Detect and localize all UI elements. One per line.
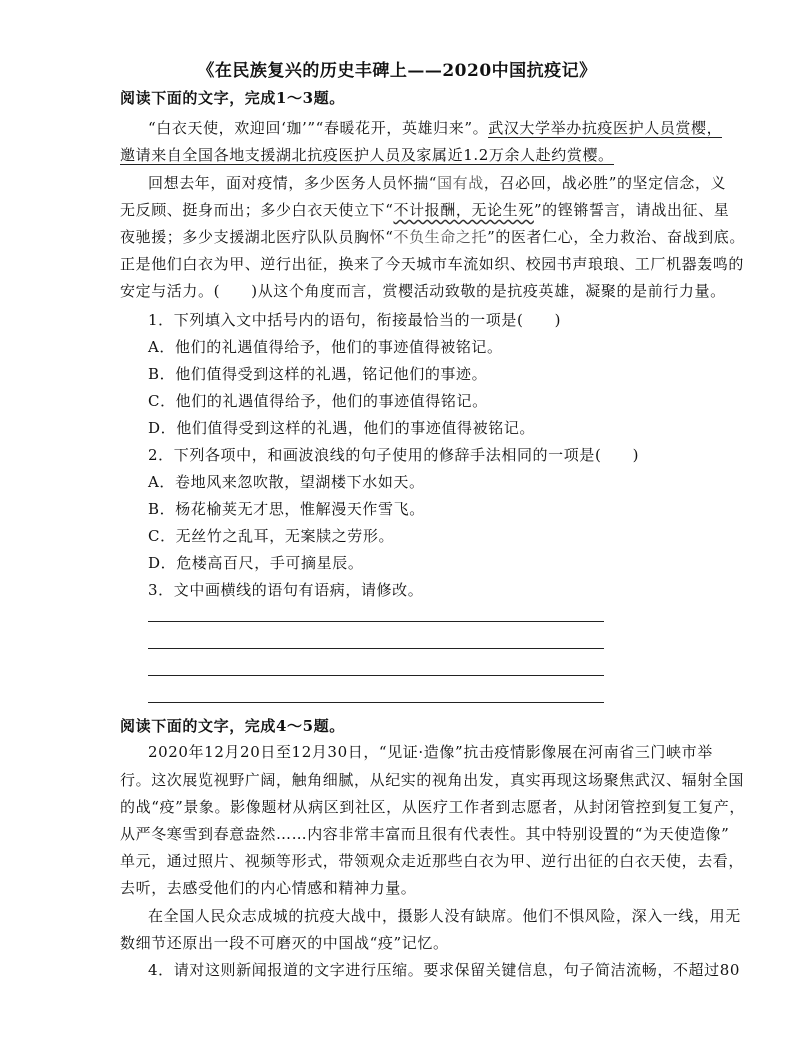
passage1-p2-line1 xyxy=(148,173,727,193)
q1-option-d: D．他们值得受到这样的礼遇，他们的事迹值得被铭记。 xyxy=(148,419,536,437)
q2-option-b: B．杨花榆荚无才思，惟解漫天作雪飞。 xyxy=(148,500,425,518)
answer-line[interactable] xyxy=(148,621,604,622)
passage1-line2 xyxy=(120,145,690,165)
wavy-underlined-sentence: 不计报酬，无论生死 xyxy=(393,201,534,219)
q2-option-d: D．危楼高百尺，手可摘星辰。 xyxy=(148,554,364,572)
passage1-p2-line3 xyxy=(120,227,745,247)
question-4: 4．请对这则新闻报道的文字进行压缩。要求保留关键信息，句子简洁流畅，不超过80 xyxy=(148,961,741,979)
text-run: ”的铿锵誓言，请战出征、星 xyxy=(533,201,730,219)
passage1-quote: “白衣天使，欢迎回‘珈’”“春暖花开，英雄归来”。 xyxy=(148,119,489,137)
passage2-p2-line2: 数细节还原出一段不可磨灭的中国战“疫”记忆。 xyxy=(120,934,449,952)
text-run: ，召必回，战必胜”的坚定信念，义 xyxy=(483,174,727,192)
section1-instruction: 阅读下面的文字，完成1～3题。 xyxy=(120,89,345,107)
quoted-slogan: 国有战 xyxy=(437,174,484,192)
passage1-underlined-a: 武汉大学举办抗疫医护人员赏樱， xyxy=(488,119,723,137)
q2-option-a: A．卷地风来忽吹散，望湖楼下水如天。 xyxy=(148,473,425,491)
passage2-p2-line1: 在全国人民众志成城的抗疫大战中，摄影人没有缺席。他们不惧风险，深入一线，用无 xyxy=(148,907,741,925)
section2-instruction: 阅读下面的文字，完成4～5题。 xyxy=(120,717,345,735)
passage2-line2: 行。这次展览视野广阔，触角细腻，从纪实的视角出发，真实再现这场聚焦武汉、辐射全国 xyxy=(120,771,745,789)
text-run: ”的医者仁心，全力救治、奋战到底。 xyxy=(487,228,745,246)
passage2-line1: 2020年12月20日至12月30日，“见证·造像”抗击疫情影像展在河南省三门峡市举 xyxy=(148,743,713,761)
passage2-line5: 单元，通过照片、视频等形式，带领观众走近那些白衣为甲、逆行出征的白衣天使，去看， xyxy=(120,852,745,870)
answer-line[interactable] xyxy=(148,675,604,676)
answer-line[interactable] xyxy=(148,702,604,703)
passage1-line1 xyxy=(148,118,723,138)
question-1: 1．下列填入文中括号内的语句，衔接最恰当的一项是( ) xyxy=(148,311,562,329)
q2-option-c: C．无丝竹之乱耳，无案牍之劳形。 xyxy=(148,527,395,545)
question-2: 2．下列各项中，和画波浪线的句子使用的修辞手法相同的一项是( ) xyxy=(148,446,640,464)
answer-line[interactable] xyxy=(148,648,604,649)
passage1-p2-line5: 安定与活力。( )从这个角度而言，赏樱活动致敬的是抗疫英雄，凝聚的是前行力量。 xyxy=(120,282,726,300)
question-3: 3．文中画横线的语句有语病，请修改。 xyxy=(148,581,424,599)
q1-option-c: C．他们的礼遇值得给予，他们的事迹值得铭记。 xyxy=(148,392,488,410)
passage1-p2-line4: 正是他们白衣为甲、逆行出征，换来了今天城市车流如织、校园书声琅琅、工厂机器轰鸣的 xyxy=(120,255,745,273)
text-run: 无反顾、挺身而出；多少白衣天使立下“ xyxy=(120,201,394,219)
q1-option-b: B．他们值得受到这样的礼遇，铭记他们的事迹。 xyxy=(148,365,488,383)
text-run: 回想去年，面对疫情，多少医务人员怀揣“ xyxy=(148,174,438,192)
passage2-line3: 的战“疫”景象。影像题材从病区到社区，从医疗工作者到志愿者，从封闭管控到复工复产， xyxy=(120,798,745,816)
document-title: 《在民族复兴的历史丰碑上——2020中国抗疫记》 xyxy=(197,61,597,81)
q1-option-a: A．他们的礼遇值得给予，他们的事迹值得被铭记。 xyxy=(148,338,503,356)
passage2-line4: 从严冬寒雪到春意盎然……内容非常丰富而且很有代表性。其中特别设置的“为天使造像” xyxy=(120,825,730,843)
passage1-underlined-b: 邀请来自全国各地支援湖北抗疫医护人员及家属近1.2万余人赴约赏樱。 xyxy=(120,146,614,164)
text-run: 夜驰援；多少支援湖北医疗队队员胸怀“ xyxy=(120,228,394,246)
passage1-p2-line2 xyxy=(120,200,730,220)
passage2-line6: 去听，去感受他们的内心情感和精神力量。 xyxy=(120,879,417,897)
quoted-motto: 不负生命之托 xyxy=(393,228,488,246)
